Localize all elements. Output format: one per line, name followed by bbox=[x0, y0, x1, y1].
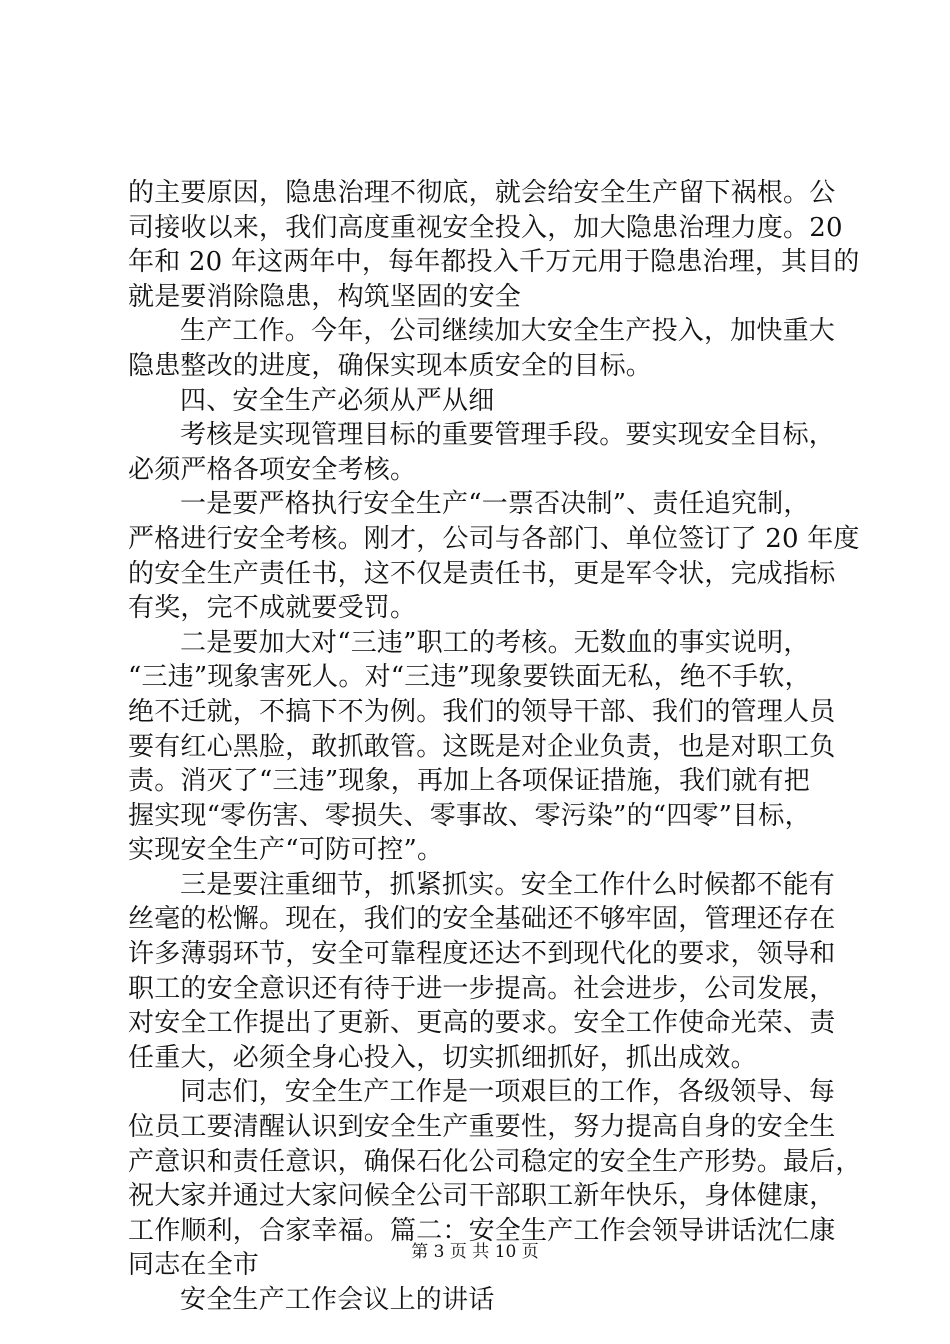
page-number: 第 3 页 共 10 页 bbox=[411, 1242, 539, 1262]
text-line: 年和 20 年这两年中，每年都投入千万元用于隐患治理，其目的 bbox=[128, 247, 860, 278]
text-line: “三违”现象害死人。对“三违”现象要铁面无私，绝不手软， bbox=[128, 662, 811, 693]
text-line: 握实现“零伤害、零损失、零事故、零污染”的“四零”目标， bbox=[128, 800, 811, 831]
text-line: 工作顺利，合家幸福。篇二：安全生产工作会领导讲话沈仁康 bbox=[128, 1215, 836, 1246]
text-line: 就是要消除隐患，构筑坚固的安全 bbox=[128, 281, 522, 312]
document-body bbox=[128, 176, 862, 1318]
text-line: 实现安全生产“可防可控”。 bbox=[128, 835, 444, 866]
text-line: 的主要原因，隐患治理不彻底，就会给安全生产留下祸根。公 bbox=[128, 178, 836, 208]
text-line: 同志们，安全生产工作是一项艰巨的工作，各级领导、每 bbox=[180, 1077, 836, 1108]
text-line: 必须严格各项安全考核。 bbox=[128, 454, 417, 485]
text-line: 对安全工作提出了更新、更高的要求。安全工作使命光荣、责 bbox=[128, 1008, 836, 1039]
text-line: 二是要加大对“三违”职工的考核。无数血的事实说明， bbox=[180, 627, 810, 658]
text-line: 有奖，完不成就要受罚。 bbox=[128, 593, 417, 624]
text-line: 严格进行安全考核。刚才，公司与各部门、单位签订了 20 年度 bbox=[128, 523, 860, 554]
text-line: 一是要严格执行安全生产“一票否决制”、责任追究制， bbox=[180, 489, 810, 520]
text-line: 职工的安全意识还有待于进一步提高。社会进步，公司发展， bbox=[128, 973, 836, 1004]
text-line: 隐患整改的进度，确保实现本质安全的目标。 bbox=[128, 350, 653, 381]
text-line: 绝不迁就，不搞下不为例。我们的领导干部、我们的管理人员 bbox=[128, 696, 836, 727]
text-line: 责。消灭了“三违”现象，再加上各项保证措施，我们就有把 bbox=[128, 766, 810, 797]
text-line: 要有红心黑脸，敢抓敢管。这既是对企业负责，也是对职工负 bbox=[128, 731, 836, 762]
text-line: 司接收以来，我们高度重视安全投入，加大隐患治理力度。20 bbox=[128, 212, 843, 243]
text-line: 丝毫的松懈。现在，我们的安全基础还不够牢固，管理还存在 bbox=[128, 904, 836, 935]
text-line: 产意识和责任意识，确保石化公司稳定的安全生产形势。最后， bbox=[128, 1146, 862, 1177]
text-line: 安全生产工作会议上的讲话 bbox=[180, 1285, 495, 1315]
text-line: 位员工要清醒认识到安全生产重要性，努力提高自身的安全生 bbox=[128, 1112, 836, 1143]
text-line: 同志在全市 bbox=[128, 1250, 260, 1281]
text-line: 任重大，必须全身心投入，切实抓细抓好，抓出成效。 bbox=[128, 1042, 757, 1073]
section-heading: 四、安全生产必须从严从细 bbox=[180, 385, 495, 416]
text-line: 许多薄弱环节，安全可靠程度还达不到现代化的要求，领导和 bbox=[128, 939, 836, 970]
text-line: 的安全生产责任书，这不仅是责任书，更是军令状，完成指标 bbox=[128, 558, 836, 589]
text-line: 生产工作。今年，公司继续加大安全生产投入，加快重大 bbox=[180, 316, 836, 347]
text-line: 祝大家并通过大家问候全公司干部职工新年快乐，身体健康， bbox=[128, 1181, 836, 1212]
text-line: 三是要注重细节，抓紧抓实。安全工作什么时候都不能有 bbox=[180, 869, 836, 900]
text-line: 考核是实现管理目标的重要管理手段。要实现安全目标， bbox=[180, 420, 836, 451]
